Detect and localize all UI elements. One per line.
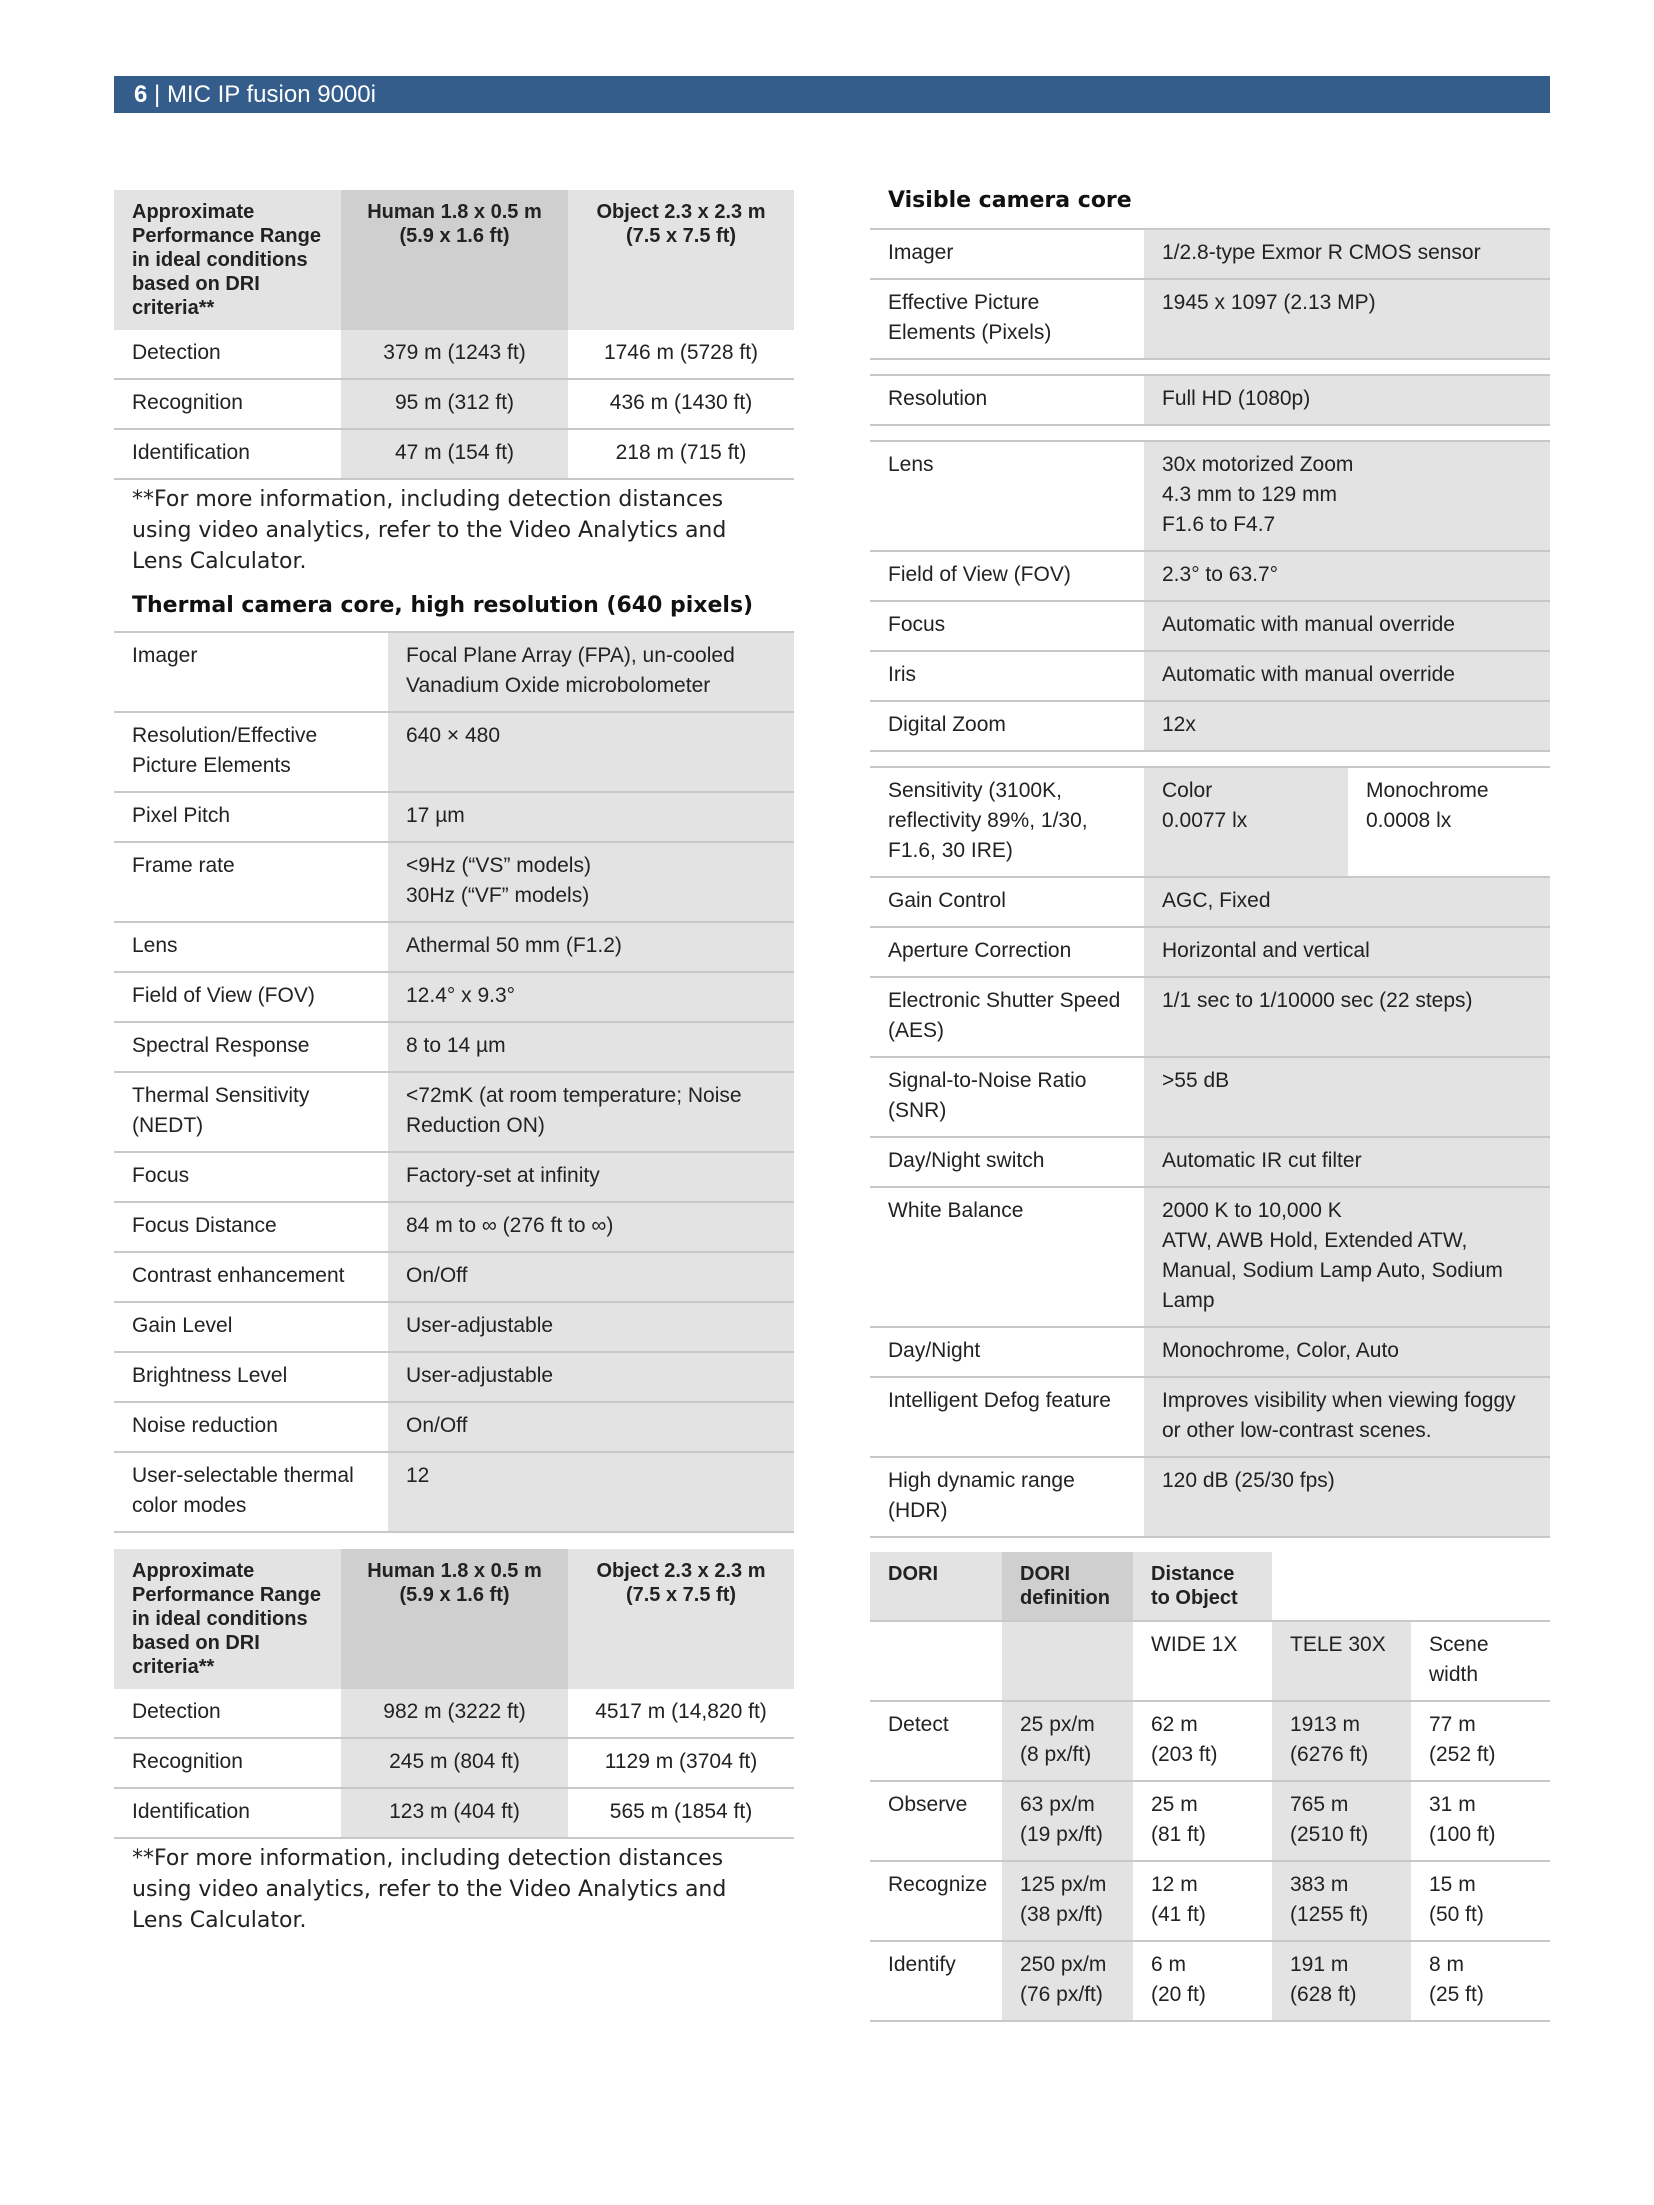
visible-spec-row xyxy=(870,279,1550,359)
dori-header-distance: Distance to Object xyxy=(1133,1552,1272,1621)
dori-scene-width: 8 m (25 ft) xyxy=(1411,1941,1550,2021)
visible-spec-row xyxy=(870,927,1550,977)
thermal-spec-value: 12.4° x 9.3° xyxy=(388,972,794,1022)
visible-spec-row xyxy=(870,551,1550,601)
thermal-spec-value: <9Hz (“VS” models) 30Hz (“VF” models) xyxy=(388,842,794,922)
perf-row xyxy=(114,1738,794,1788)
dori-wide: 12 m (41 ft) xyxy=(1133,1861,1272,1941)
visible-spec-value: Automatic with manual override xyxy=(1144,651,1550,701)
perf-row-label: Recognition xyxy=(114,379,341,429)
thermal-spec-label: Pixel Pitch xyxy=(114,792,388,842)
visible-spec-label: Day/Night xyxy=(870,1327,1144,1377)
thermal-spec-row xyxy=(114,792,794,842)
visible-spec-label: Electronic Shutter Speed (AES) xyxy=(870,977,1144,1057)
dori-definition: 125 px/m (38 px/ft) xyxy=(1002,1861,1133,1941)
thermal-spec-row xyxy=(114,1072,794,1152)
dori-level: Observe xyxy=(870,1781,1002,1861)
dori-table xyxy=(870,1552,1550,2022)
visible-spec-value: 1945 x 1097 (2.13 MP) xyxy=(1144,279,1550,359)
perf-row xyxy=(114,1788,794,1838)
perf-row xyxy=(114,330,794,379)
sensitivity-color: Color 0.0077 lx xyxy=(1144,767,1348,877)
thermal-spec-value: Focal Plane Array (FPA), un-cooled Vanadium Oxide microbolometer xyxy=(388,632,794,712)
perf-human-value: 95 m (312 ft) xyxy=(341,379,568,429)
visible-spec-value: 2000 K to 10,000 K ATW, AWB Hold, Extended ATW, Manual, Sodium Lamp Auto, Sodium Lamp xyxy=(1144,1187,1550,1327)
dori-wide: 25 m (81 ft) xyxy=(1133,1781,1272,1861)
dori-header-dori: DORI xyxy=(870,1552,1002,1621)
thermal-spec-value: 17 µm xyxy=(388,792,794,842)
perf-header-human: Human 1.8 x 0.5 m (5.9 x 1.6 ft) xyxy=(341,1549,568,1689)
visible-spec-row xyxy=(870,1377,1550,1457)
thermal-spec-row xyxy=(114,1022,794,1072)
visible-spec-value: Monochrome, Color, Auto xyxy=(1144,1327,1550,1377)
dori-wide: 62 m (203 ft) xyxy=(1133,1701,1272,1781)
visible-spec-row xyxy=(870,701,1550,751)
thermal-spec-value: User-adjustable xyxy=(388,1302,794,1352)
dori-level: Detect xyxy=(870,1701,1002,1781)
visible-spec-group-3 xyxy=(870,440,1550,752)
visible-spec-row xyxy=(870,1057,1550,1137)
dori-scene-width: 15 m (50 ft) xyxy=(1411,1861,1550,1941)
thermal-section-title: Thermal camera core, high resolution (640 pixels) xyxy=(132,593,754,618)
visible-spec-row xyxy=(870,977,1550,1057)
visible-spec-value: 30x motorized Zoom 4.3 mm to 129 mm F1.6 to F4.7 xyxy=(1144,441,1550,551)
perf-object-value: 565 m (1854 ft) xyxy=(568,1788,794,1838)
visible-spec-label: Resolution xyxy=(870,375,1144,425)
visible-spec-value: 2.3° to 63.7° xyxy=(1144,551,1550,601)
visible-spec-value: 1/1 sec to 1/10000 sec (22 steps) xyxy=(1144,977,1550,1057)
visible-spec-row xyxy=(870,1137,1550,1187)
visible-spec-row xyxy=(870,375,1550,425)
perf-object-value: 4517 m (14,820 ft) xyxy=(568,1689,794,1738)
perf-human-value: 47 m (154 ft) xyxy=(341,429,568,479)
dori-definition: 63 px/m (19 px/ft) xyxy=(1002,1781,1133,1861)
thermal-spec-label: Focus xyxy=(114,1152,388,1202)
visible-spec-group-1 xyxy=(870,228,1550,360)
perf-object-value: 218 m (715 ft) xyxy=(568,429,794,479)
right-column xyxy=(870,0,1550,2022)
thermal-spec-value: 84 m to ∞ (276 ft to ∞) xyxy=(388,1202,794,1252)
thermal-spec-value: <72mK (at room temperature; Noise Reduction ON) xyxy=(388,1072,794,1152)
visible-spec-value: Automatic IR cut filter xyxy=(1144,1137,1550,1187)
perf-header-object: Object 2.3 x 2.3 m (7.5 x 7.5 ft) xyxy=(568,1549,794,1689)
thermal-spec-row xyxy=(114,972,794,1022)
dori-header-definition: DORI definition xyxy=(1002,1552,1133,1621)
thermal-spec-row xyxy=(114,1152,794,1202)
dori-wide: 6 m (20 ft) xyxy=(1133,1941,1272,2021)
dori-tele: 191 m (628 ft) xyxy=(1272,1941,1411,2021)
visible-spec-row xyxy=(870,877,1550,927)
visible-spec-label: Imager xyxy=(870,229,1144,279)
perf-header-human: Human 1.8 x 0.5 m (5.9 x 1.6 ft) xyxy=(341,190,568,330)
dori-header-blank xyxy=(1272,1552,1411,1621)
visible-spec-value: Improves visibility when viewing foggy or other low-contrast scenes. xyxy=(1144,1377,1550,1457)
visible-spec-value: 1/2.8-type Exmor R CMOS sensor xyxy=(1144,229,1550,279)
dori-row xyxy=(870,1701,1550,1781)
perf-row-label: Detection xyxy=(114,330,341,379)
thermal-spec-label: Thermal Sensitivity (NEDT) xyxy=(114,1072,388,1152)
thermal-spec-label: Field of View (FOV) xyxy=(114,972,388,1022)
thermal-spec-label: Gain Level xyxy=(114,1302,388,1352)
thermal-spec-row xyxy=(114,1402,794,1452)
sensitivity-label: Sensitivity (3100K, reflectivity 89%, 1/30, F1.6, 30 IRE) xyxy=(870,767,1144,877)
thermal-spec-row xyxy=(114,632,794,712)
visible-spec-row xyxy=(870,229,1550,279)
visible-spec-label: Lens xyxy=(870,441,1144,551)
visible-spec-group-4 xyxy=(870,766,1550,1538)
perf-row-label: Detection xyxy=(114,1689,341,1738)
thermal-spec-label: Lens xyxy=(114,922,388,972)
dori-definition: 250 px/m (76 px/ft) xyxy=(1002,1941,1133,2021)
thermal-spec-row xyxy=(114,1302,794,1352)
thermal-spec-label: Spectral Response xyxy=(114,1022,388,1072)
dori-row xyxy=(870,1861,1550,1941)
perf-human-value: 123 m (404 ft) xyxy=(341,1788,568,1838)
thermal-spec-label: Brightness Level xyxy=(114,1352,388,1402)
visible-spec-label: High dynamic range (HDR) xyxy=(870,1457,1144,1537)
thermal-spec-value: 12 xyxy=(388,1452,794,1532)
dori-subheader-wide: WIDE 1X xyxy=(1133,1621,1272,1701)
visible-spec-label: Field of View (FOV) xyxy=(870,551,1144,601)
thermal-spec-value: Factory-set at infinity xyxy=(388,1152,794,1202)
visible-spec-label: Iris xyxy=(870,651,1144,701)
thermal-spec-label: Noise reduction xyxy=(114,1402,388,1452)
visible-spec-label: Signal-to-Noise Ratio (SNR) xyxy=(870,1057,1144,1137)
perf-object-value: 1746 m (5728 ft) xyxy=(568,330,794,379)
perf-row-label: Identification xyxy=(114,1788,341,1838)
visible-spec-label: Digital Zoom xyxy=(870,701,1144,751)
thermal-spec-label: Frame rate xyxy=(114,842,388,922)
sensitivity-monochrome: Monochrome 0.0008 lx xyxy=(1348,767,1550,877)
visible-spec-value: Automatic with manual override xyxy=(1144,601,1550,651)
performance-range-table-1 xyxy=(114,190,794,480)
page-number: 6 xyxy=(134,81,148,108)
visible-spec-value: 12x xyxy=(1144,701,1550,751)
perf-header-criteria: Approximate Performance Range in ideal conditions based on DRI criteria** xyxy=(114,1549,341,1689)
dori-definition: 25 px/m (8 px/ft) xyxy=(1002,1701,1133,1781)
perf-header-criteria: Approximate Performance Range in ideal conditions based on DRI criteria** xyxy=(114,190,341,330)
thermal-spec-row xyxy=(114,1252,794,1302)
thermal-spec-value: Athermal 50 mm (F1.2) xyxy=(388,922,794,972)
thermal-spec-label: Imager xyxy=(114,632,388,712)
thermal-spec-row xyxy=(114,712,794,792)
thermal-spec-value: 640 × 480 xyxy=(388,712,794,792)
thermal-spec-row xyxy=(114,1352,794,1402)
visible-spec-row xyxy=(870,1327,1550,1377)
dori-scene-width: 31 m (100 ft) xyxy=(1411,1781,1550,1861)
perf-human-value: 982 m (3222 ft) xyxy=(341,1689,568,1738)
dori-header-blank xyxy=(1411,1552,1550,1621)
footnote-dri: **For more information, including detection distances using video analytics, refer to the Video Analytics and Lens Calculator. xyxy=(132,487,727,574)
visible-spec-row xyxy=(870,651,1550,701)
dori-subheader-blank xyxy=(1002,1621,1133,1701)
perf-row xyxy=(114,379,794,429)
dori-level: Identify xyxy=(870,1941,1002,2021)
visible-spec-label: Gain Control xyxy=(870,877,1144,927)
visible-spec-row xyxy=(870,441,1550,551)
perf-human-value: 379 m (1243 ft) xyxy=(341,330,568,379)
thermal-spec-row xyxy=(114,1452,794,1532)
thermal-spec-table xyxy=(114,631,794,1533)
visible-spec-row xyxy=(870,1187,1550,1327)
visible-spec-value: 120 dB (25/30 fps) xyxy=(1144,1457,1550,1537)
header-separator: | xyxy=(154,81,161,108)
perf-human-value: 245 m (804 ft) xyxy=(341,1738,568,1788)
visible-spec-value: Horizontal and vertical xyxy=(1144,927,1550,977)
perf-object-value: 1129 m (3704 ft) xyxy=(568,1738,794,1788)
thermal-spec-value: 8 to 14 µm xyxy=(388,1022,794,1072)
perf-object-value: 436 m (1430 ft) xyxy=(568,379,794,429)
footnote-dri: **For more information, including detection distances using video analytics, refer to the Video Analytics and Lens Calculator. xyxy=(132,1846,727,1933)
visible-spec-group-2 xyxy=(870,374,1550,426)
thermal-spec-label: User-selectable thermal color modes xyxy=(114,1452,388,1532)
dori-subheader-scene-width: Scene width xyxy=(1411,1621,1550,1701)
thermal-spec-row xyxy=(114,1202,794,1252)
thermal-spec-value: On/Off xyxy=(388,1252,794,1302)
performance-range-table-2 xyxy=(114,1549,794,1839)
visible-spec-row xyxy=(870,1457,1550,1537)
visible-spec-label: White Balance xyxy=(870,1187,1144,1327)
thermal-spec-row xyxy=(114,922,794,972)
visible-spec-label: Aperture Correction xyxy=(870,927,1144,977)
dori-subheader-blank xyxy=(870,1621,1002,1701)
thermal-spec-value: User-adjustable xyxy=(388,1352,794,1402)
visible-spec-row xyxy=(870,601,1550,651)
visible-spec-value: AGC, Fixed xyxy=(1144,877,1550,927)
dori-tele: 765 m (2510 ft) xyxy=(1272,1781,1411,1861)
visible-spec-label: Intelligent Defog feature xyxy=(870,1377,1144,1457)
dori-row xyxy=(870,1941,1550,2021)
thermal-spec-value: On/Off xyxy=(388,1402,794,1452)
visible-section-title: Visible camera core xyxy=(888,188,1132,213)
thermal-spec-label: Focus Distance xyxy=(114,1202,388,1252)
dori-row xyxy=(870,1781,1550,1861)
perf-row xyxy=(114,1689,794,1738)
perf-row-label: Identification xyxy=(114,429,341,479)
thermal-spec-row xyxy=(114,842,794,922)
perf-row xyxy=(114,429,794,479)
visible-spec-value: >55 dB xyxy=(1144,1057,1550,1137)
perf-header-object: Object 2.3 x 2.3 m (7.5 x 7.5 ft) xyxy=(568,190,794,330)
perf-row-label: Recognition xyxy=(114,1738,341,1788)
document-title: MIC IP fusion 9000i xyxy=(166,81,376,108)
visible-spec-value: Full HD (1080p) xyxy=(1144,375,1550,425)
visible-spec-label: Effective Picture Elements (Pixels) xyxy=(870,279,1144,359)
visible-spec-label: Focus xyxy=(870,601,1144,651)
dori-scene-width: 77 m (252 ft) xyxy=(1411,1701,1550,1781)
dori-tele: 383 m (1255 ft) xyxy=(1272,1861,1411,1941)
left-column xyxy=(114,0,794,1936)
dori-level: Recognize xyxy=(870,1861,1002,1941)
thermal-spec-label: Contrast enhancement xyxy=(114,1252,388,1302)
dori-subheader-tele: TELE 30X xyxy=(1272,1621,1411,1701)
thermal-spec-label: Resolution/Effective Picture Elements xyxy=(114,712,388,792)
visible-spec-label: Day/Night switch xyxy=(870,1137,1144,1187)
dori-tele: 1913 m (6276 ft) xyxy=(1272,1701,1411,1781)
